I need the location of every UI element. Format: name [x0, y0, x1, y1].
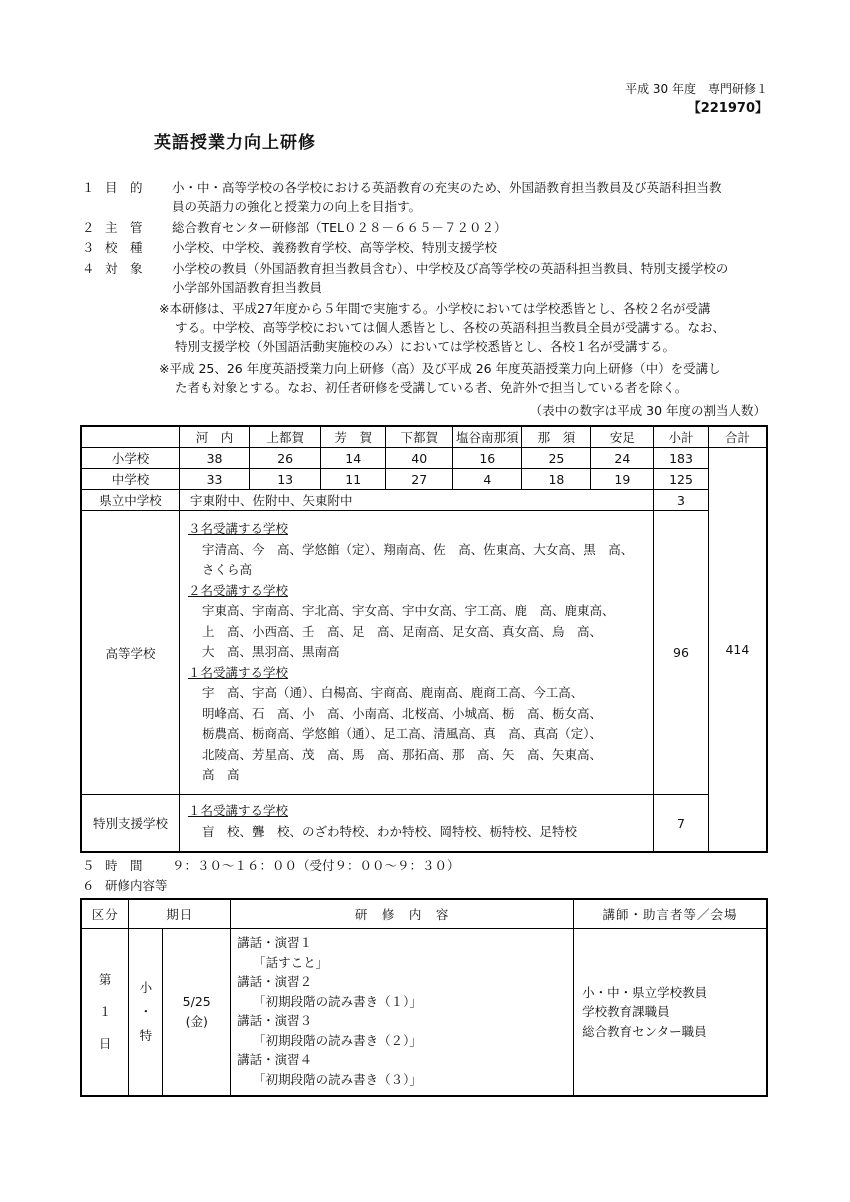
header-cell: 期日 [129, 899, 231, 929]
section-text: 員の英語力の強化と授業力の向上を目指す。 [172, 199, 422, 214]
header-course-code: 【221970】 [687, 101, 768, 116]
school-list-line: 高 高 [201, 767, 240, 782]
school-list-line: 栃農高、栃商高、学悠館（通）、足工高、清風高、真 高、真高（定）、 [201, 726, 602, 741]
level-char: ・ [139, 1004, 153, 1019]
session-title: 講話・演習３ [237, 1013, 313, 1028]
note-implementation [159, 299, 771, 356]
special-school-list [179, 795, 653, 853]
school-list: 宇東附中、佐附中、矢東附中 [179, 490, 653, 511]
subtotal-cell: 183 [654, 448, 708, 469]
school-list-line: 宇清高、今 高、学悠館（定）、翔南高、佐 高、佐東高、大女高、黒 高、 [201, 541, 634, 557]
section-label: 校 種 [105, 240, 143, 255]
table-cell: 13 [250, 469, 321, 490]
section-number: ４ [82, 261, 95, 276]
school-list-line: 上 高、小西高、壬 高、足 高、足南高、足女高、真女高、烏 高、 [201, 623, 602, 639]
note-line: た者も対象とする。なお、初任者研修を受講している者、免許外で担当している者を除く。 [175, 380, 688, 395]
row-label: 小学校 [81, 448, 179, 469]
note-line: する。中学校、高等学校においては個人悉皆とし、各校の英語科担当教員全員が受講する。なお、 [175, 320, 726, 335]
section-number: ６ [82, 878, 95, 893]
table-cell: 40 [386, 448, 453, 469]
level-char: 小 [139, 980, 153, 995]
weekday-value: (金) [185, 1014, 208, 1029]
high-school-list [179, 511, 653, 795]
group-title: １名受講する学校 [187, 664, 288, 680]
session-topic: 「話すこと」 [253, 954, 329, 970]
row-label: 県立中学校 [81, 490, 179, 511]
group-title: ２名受講する学校 [187, 582, 288, 598]
school-list-line: 宇東高、宇南高、宇北高、宇女高、宇中女高、宇工高、鹿 高、鹿東高、 [201, 603, 615, 618]
section-text: ９：３０～１６：００（受付９：００～９：３０） [172, 858, 460, 873]
section-label: 目 的 [105, 180, 143, 195]
session-title: 講話・演習４ [237, 1052, 313, 1067]
table-cell: 14 [321, 448, 386, 469]
table-row-elementary [81, 448, 767, 469]
lecturer-line: 学校教育課職員 [582, 1004, 670, 1020]
header-training-type: 平成 30 年度 専門研修１ [625, 82, 768, 96]
page-title: 英語授業力向上研修 [154, 133, 316, 153]
table-header-row [81, 426, 767, 448]
header-cell: 芳 賀 [321, 426, 386, 448]
row-label: 特別支援学校 [81, 795, 179, 853]
session-topic: 「初期段階の読み書き（２）」 [253, 1032, 422, 1048]
row-label: 高等学校 [81, 511, 179, 795]
subtotal-cell: 96 [654, 511, 708, 795]
group-title: １名受講する学校 [187, 803, 288, 818]
table-cell: 33 [179, 469, 249, 490]
school-list-line: 大 高、黒羽高、黒南高 [201, 644, 340, 659]
section-label: 対 象 [105, 261, 143, 276]
day-label-char: 第 [98, 972, 112, 987]
table-cell: 16 [453, 448, 522, 469]
table-caption: （表中の数字は平成 30 年度の割当人数） [529, 403, 766, 418]
section-text: 小・中・高等学校の各学校における英語教育の充実のため、外国語教育担当教員及び英語科担当教 [172, 180, 722, 195]
schedule-table [80, 898, 768, 1097]
note-line: ※本研修は、平成27年度から５年間で実施する。小学校においては学校悉皆とし、各校２名が受講 [159, 301, 711, 316]
date-value: 5/25 [182, 994, 211, 1009]
section-text: 総合教育センター研修部（TEL０２８－６６５－７２０２） [172, 220, 507, 235]
table-cell: 27 [386, 469, 453, 490]
section-number: １ [82, 180, 95, 195]
header-cell: 合計 [708, 426, 767, 448]
lecturer-line: 総合教育センター職員 [582, 1023, 707, 1039]
header-cell: 研 修 内 容 [231, 899, 574, 929]
header-cell: 安足 [591, 426, 654, 448]
table-header-row [81, 899, 767, 929]
content-cell [231, 929, 574, 1097]
subtotal-cell: 7 [654, 795, 708, 853]
table-cell: 26 [250, 448, 321, 469]
table-cell: 4 [453, 469, 522, 490]
subtotal-cell: 3 [654, 490, 708, 511]
section-text: 小学校の教員（外国語教育担当教員含む）、中学校及び高等学校の英語科担当教員、特別支援学校の [172, 261, 729, 276]
table-row-prefectural-junior-high [81, 490, 767, 511]
school-list-line: 明峰高、石 高、小 高、小南高、北桜高、小城高、栃 高、栃女高、 [201, 705, 602, 721]
header-cell: 小計 [654, 426, 708, 448]
header-cell: 区分 [81, 899, 129, 929]
section-label: 時 間 [105, 858, 143, 873]
header-cell: 塩谷南那須 [453, 426, 522, 448]
session-title: 講話・演習２ [237, 974, 313, 989]
section-number: ５ [82, 858, 95, 873]
table-cell: 24 [591, 448, 654, 469]
school-list-line: 北陵高、芳星高、茂 高、馬 高、那拓高、那 高、矢 高、矢東高、 [201, 746, 602, 762]
table-cell: 19 [591, 469, 654, 490]
table-row-high-school [81, 511, 767, 795]
section-text: 小学部外国語教育担当教員 [172, 280, 323, 295]
school-list-line: 宇 高、宇高（通）、白楊高、宇商高、鹿南高、鹿商工高、今工高、 [201, 685, 584, 700]
table-row-special-support [81, 795, 767, 853]
row-label: 中学校 [81, 469, 179, 490]
table-cell: 18 [522, 469, 591, 490]
header-cell-empty [81, 426, 179, 448]
header-cell: 講師・助言者等／会場 [574, 899, 767, 929]
header-cell: 上都賀 [250, 426, 321, 448]
session-topic: 「初期段階の読み書き（１）」 [253, 993, 422, 1009]
table-row-junior-high [81, 469, 767, 490]
level-char: 特 [139, 1028, 153, 1043]
table-cell: 11 [321, 469, 386, 490]
section-number: ３ [82, 240, 95, 255]
school-list-line: 盲 校、聾 校、のざわ特校、わか特校、岡特校、栃特校、足特校 [201, 823, 577, 839]
note-line: 特別支援学校（外国語活動実施校のみ）においては学校悉皆とし、各校１名が受講する。 [175, 339, 676, 354]
session-title: 講話・演習１ [237, 935, 313, 950]
school-level-label [129, 929, 163, 1097]
lecturer-cell [574, 929, 767, 1097]
section-number: ２ [82, 220, 95, 235]
header-cell: 那 須 [522, 426, 591, 448]
header-cell: 河 内 [179, 426, 249, 448]
section-label: 研修内容等 [105, 878, 168, 893]
subtotal-cell: 125 [654, 469, 708, 490]
day-label-char: １ [98, 1004, 112, 1019]
day-label [81, 929, 129, 1097]
session-topic: 「初期段階の読み書き（３）」 [253, 1071, 422, 1087]
table-cell: 25 [522, 448, 591, 469]
section-label: 主 管 [105, 220, 143, 235]
header-cell: 下都賀 [386, 426, 453, 448]
table-cell: 38 [179, 448, 249, 469]
group-title: ３名受講する学校 [187, 521, 288, 536]
day-label-char: 日 [98, 1036, 112, 1051]
school-list-line: さくら高 [201, 562, 252, 577]
total-cell: 414 [708, 448, 767, 853]
section-text: 小学校、中学校、義務教育学校、高等学校、特別支援学校 [172, 240, 498, 255]
lecturer-line: 小・中・県立学校教員 [582, 984, 708, 1000]
schedule-row-day1 [81, 929, 767, 1097]
note-eligibility [159, 359, 771, 397]
date-cell [163, 929, 231, 1097]
note-line: ※平成 25、26 年度英語授業力向上研修（高）及び平成 26 年度英語授業力向上研修（中）を受講し [159, 361, 721, 376]
quota-table [80, 425, 768, 853]
